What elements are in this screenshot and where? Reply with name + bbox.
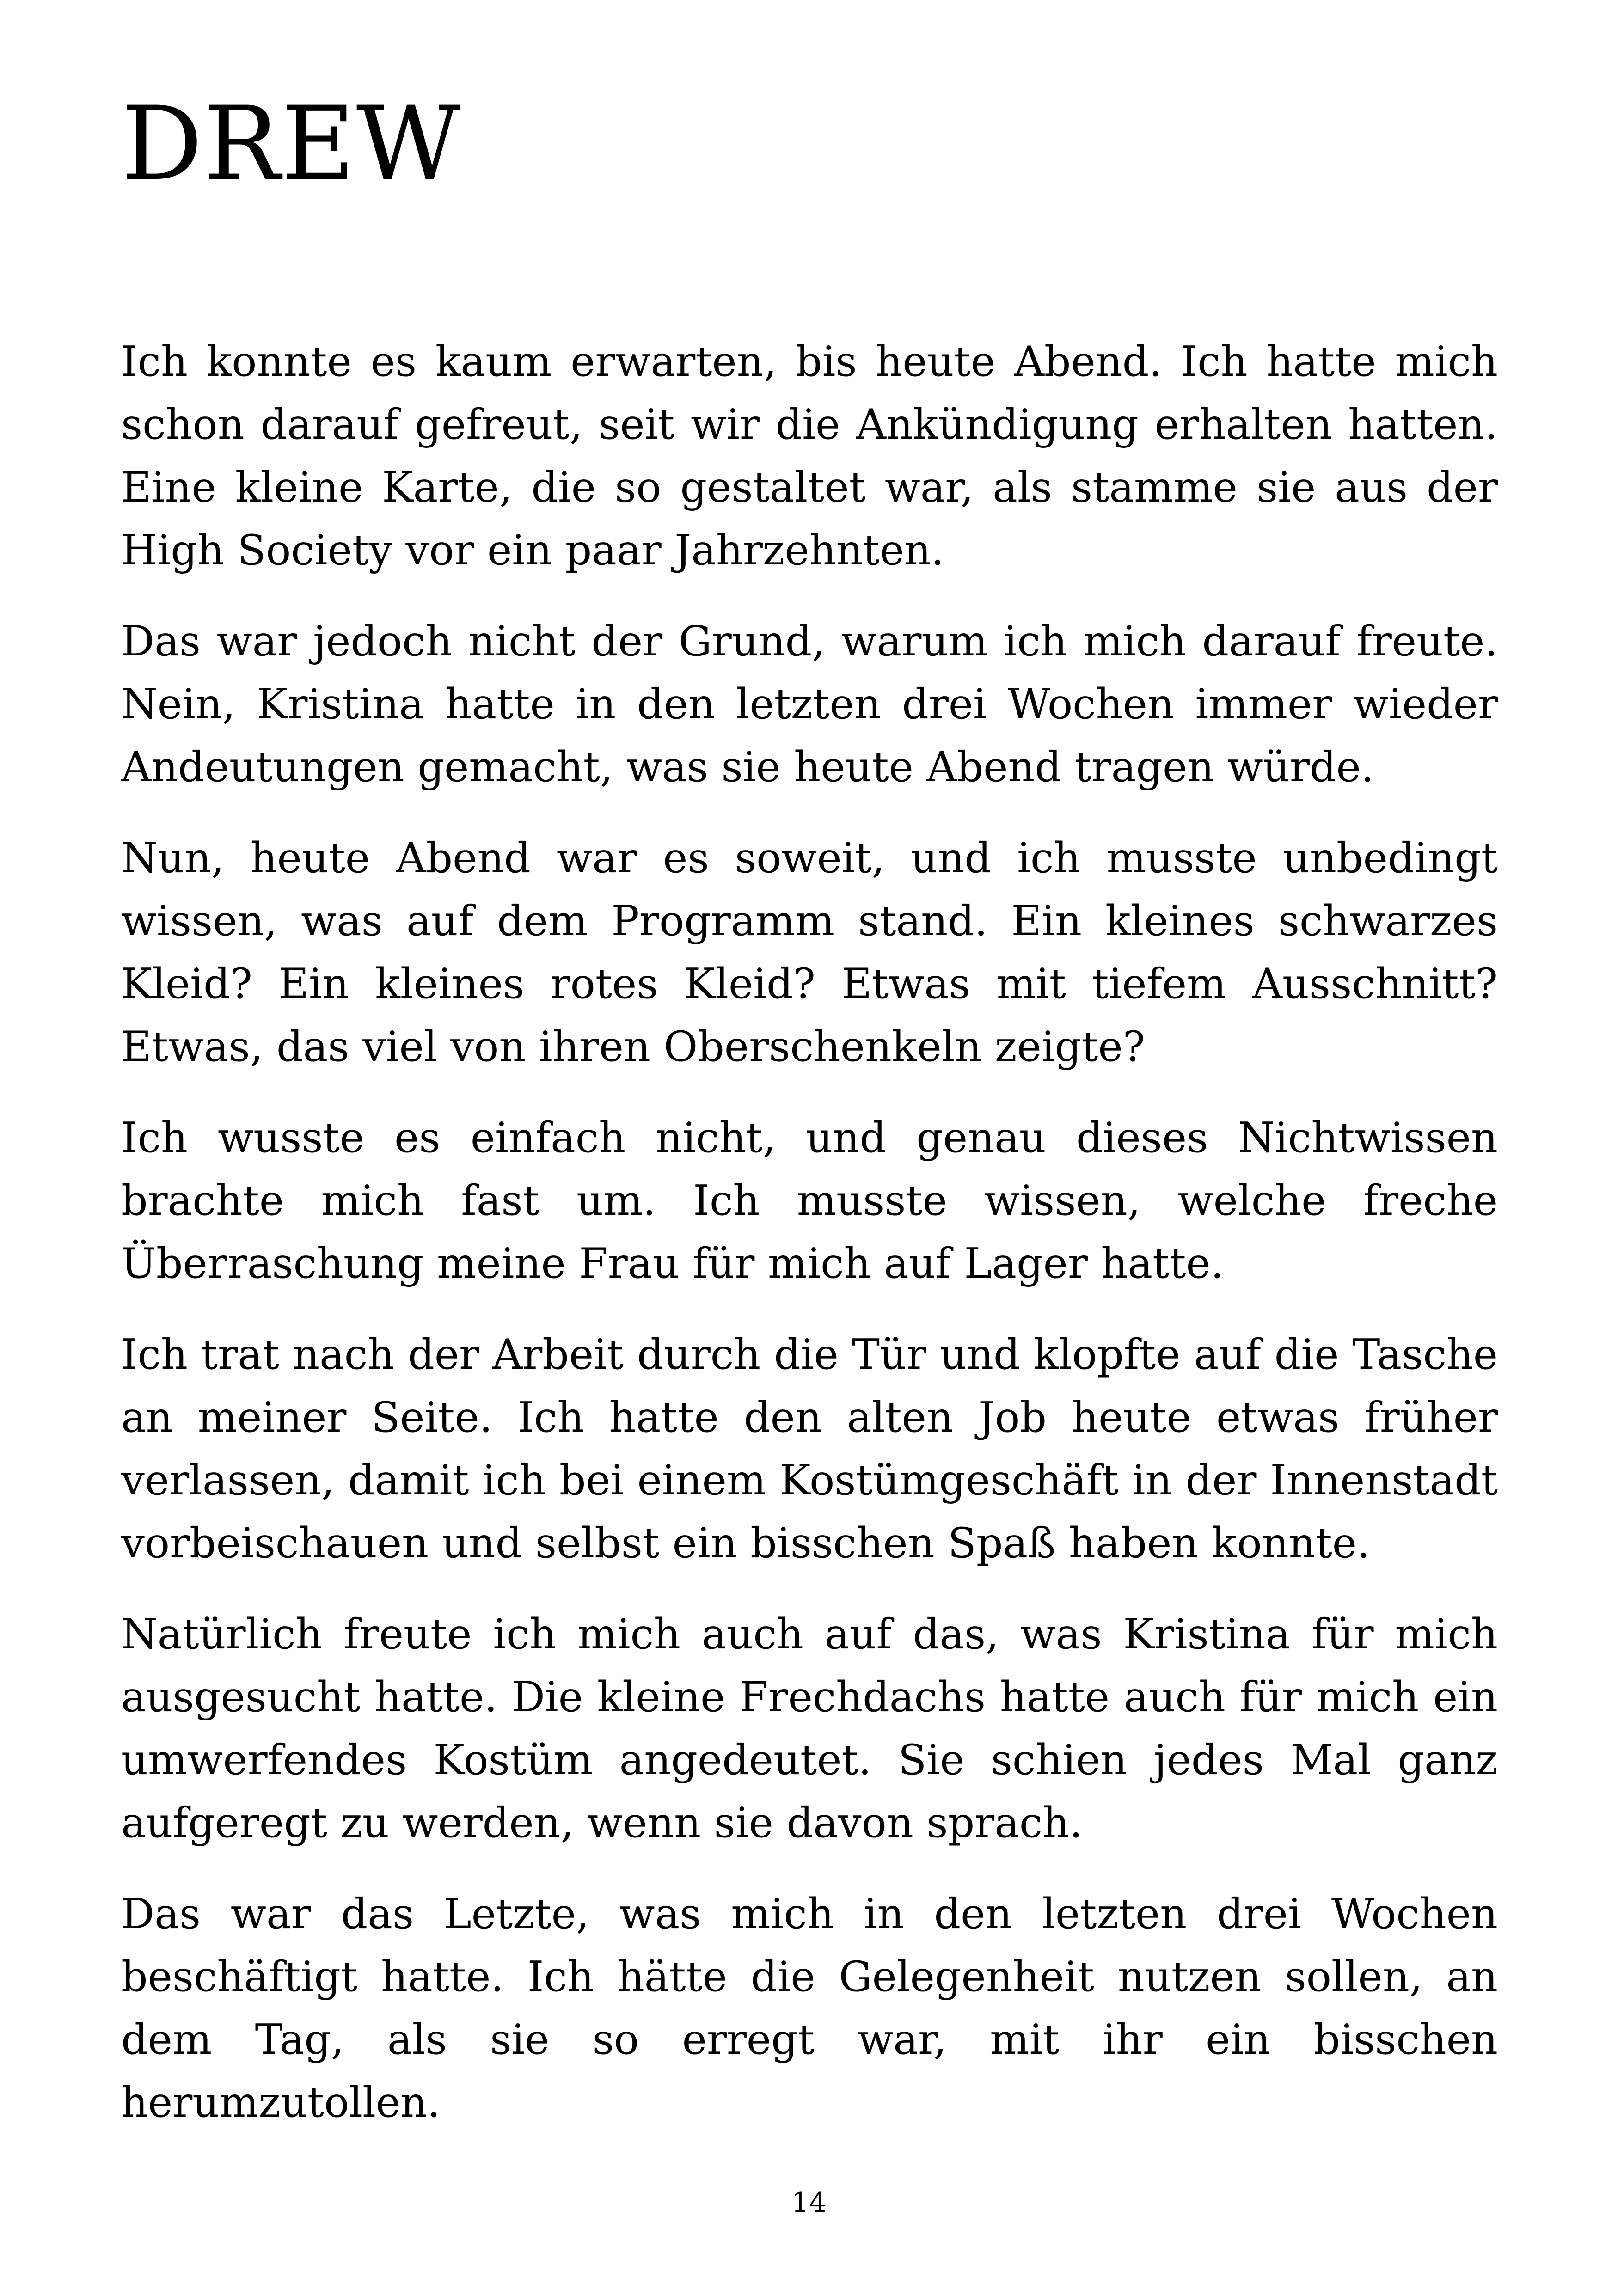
paragraph: Ich trat nach der Arbeit durch die Tür und klopfte auf die Tasche an meiner Seite. Ich hatte den alten Job heute etwas früher verlassen, damit ich bei einem Kostümgeschäft in der Innenstadt vorbeischauen und selbst ein bisschen Spaß haben konnte. xyxy=(121,1330,1498,1567)
chapter-title: DREW xyxy=(121,85,462,203)
paragraph: Ich wusste es einfach nicht, und genau dieses Nichtwissen brachte mich fast um. Ich musste wissen, welche freche Überraschung meine Frau für mich auf Lager hatte. xyxy=(121,1114,1498,1288)
paragraph: Das war das Letzte, was mich in den letzten drei Wochen beschäftigt hatte. Ich hätte die Gelegenheit nutzen sollen, an dem Tag, als sie so erregt war, mit ihr ein bisschen herumzutollen. xyxy=(121,1890,1498,2127)
paragraph: Natürlich freute ich mich auch auf das, was Kristina für mich ausgesucht hatte. Die kleine Frechdachs hatte auch für mich ein umwerfendes Kostüm angedeutet. Sie schien jedes Mal ganz aufgeregt zu werden, wenn sie davon sprach. xyxy=(121,1610,1498,1847)
paragraph: Nun, heute Abend war es soweit, und ich musste unbedingt wissen, was auf dem Programm stand. Ein kleines schwarzes Kleid? Ein kleines rotes Kleid? Etwas mit tiefem Ausschnitt? Etwas, das viel von ihren Oberschenkeln zeigte? xyxy=(121,834,1498,1071)
page-number: 14 xyxy=(791,2186,827,2219)
chapter-body xyxy=(121,331,1498,2162)
paragraph: Ich konnte es kaum erwarten, bis heute Abend. Ich hatte mich schon darauf gefreut, seit wir die Ankündigung erhalten hatten. Eine kleine Karte, die so gestaltet war, als stamme sie aus der High Society vor ein paar Jahrzehnten. xyxy=(121,337,1498,575)
paragraph: Das war jedoch nicht der Grund, warum ich mich darauf freute. Nein, Kristina hatte in den letzten drei Wochen immer wieder Andeutungen gemacht, was sie heute Abend tragen würde. xyxy=(121,617,1498,791)
